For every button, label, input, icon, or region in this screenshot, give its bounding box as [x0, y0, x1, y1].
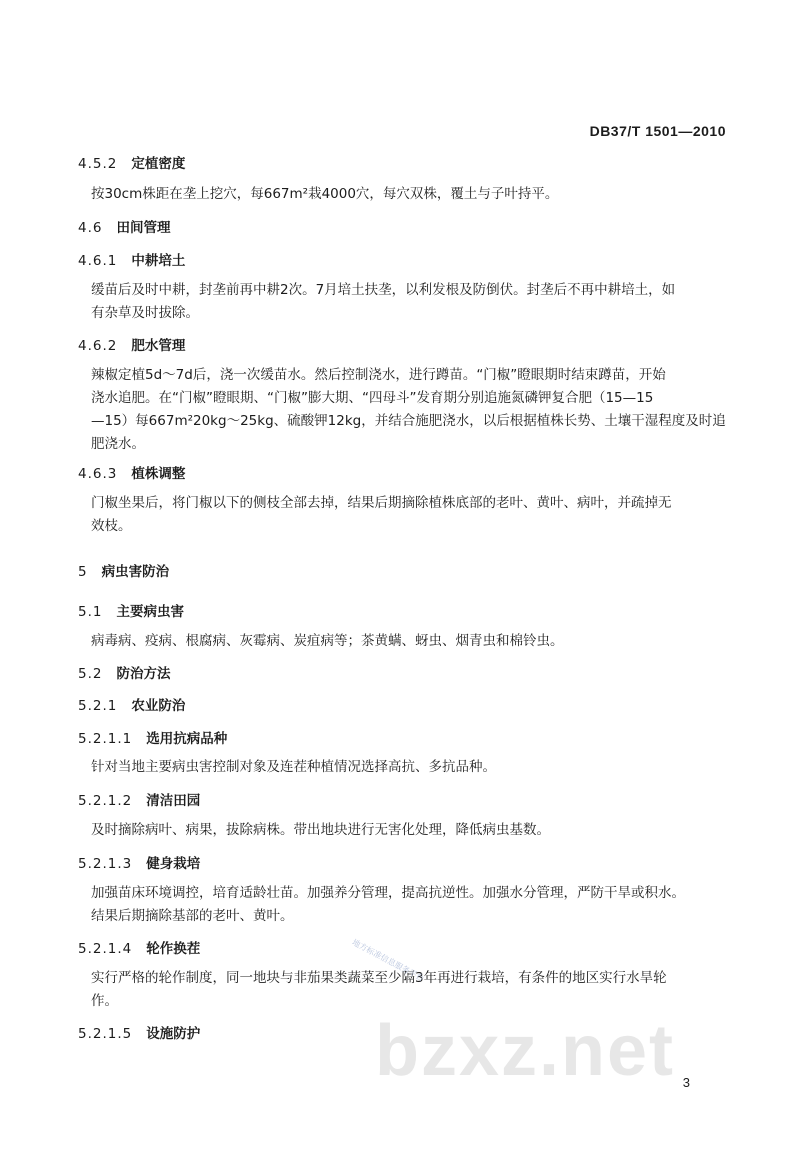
- paragraph-line: 作。: [91, 993, 118, 1009]
- section-title: 农业防治: [131, 698, 186, 714]
- section-heading: [78, 462, 185, 482]
- section-title: 清洁田园: [146, 793, 201, 809]
- section-heading: [78, 852, 200, 872]
- section-title: 主要病虫害: [116, 604, 184, 620]
- paragraph-line: 效枝。: [91, 518, 132, 534]
- paragraph: [91, 279, 721, 325]
- paragraph-line: 门椒坐果后，将门椒以下的侧枝全部去掉，结果后期摘除植株底部的老叶、黄叶、病叶，并疏掉无: [91, 495, 672, 511]
- section-heading: [78, 600, 184, 620]
- paragraph-line: 按30cm株距在垄上挖穴，每667m²栽4000穴，每穴双株，覆土与子叶持平。: [91, 186, 559, 202]
- section-heading: [78, 334, 185, 354]
- section-title: 病虫害防治: [101, 564, 170, 580]
- paragraph-line: 加强苗床环境调控，培育适龄壮苗。加强养分管理，提高抗逆性。加强水分管理，严防干旱或积水。: [91, 885, 685, 901]
- paragraph-line: 针对当地主要病虫害控制对象及连茬种植情况选择高抗、多抗品种。: [91, 759, 496, 775]
- paragraph-line: 辣椒定植5d～7d后，浇一次缓苗水。然后控制浇水，进行蹲苗。“门椒”瞪眼期时结束蹲苗，开始: [91, 367, 666, 383]
- section-heading: [78, 727, 227, 747]
- section-heading: [78, 789, 200, 809]
- paragraph-line: 结果后期摘除基部的老叶、黄叶。: [91, 908, 294, 924]
- section-number: 5.2.1.1: [78, 731, 133, 747]
- section-title: 田间管理: [116, 220, 171, 236]
- section-heading: [78, 694, 185, 714]
- page-number: 3: [682, 1075, 690, 1090]
- section-heading: [78, 662, 170, 682]
- paragraph: [91, 183, 721, 206]
- section-heading: [78, 216, 170, 236]
- section-heading: [78, 937, 200, 957]
- paragraph-line: 缓苗后及时中耕，封垄前再中耕2次。7月培土扶垄，以利发根及防倒伏。封垄后不再中耕培土，如: [91, 282, 676, 298]
- section-title: 防治方法: [116, 666, 171, 682]
- paragraph-line: 病毒病、疫病、根腐病、灰霉病、炭疽病等；茶黄螨、蚜虫、烟青虫和棉铃虫。: [91, 633, 564, 649]
- paragraph-line: 肥浇水。: [91, 436, 145, 452]
- section-heading: [78, 249, 185, 269]
- section-number: 4.6: [78, 220, 103, 236]
- section-title: 健身栽培: [146, 856, 201, 872]
- paragraph: [91, 882, 721, 928]
- watermark-logo: bzxz.net: [375, 1011, 676, 1091]
- section-number: 5: [78, 564, 88, 580]
- section-number: 5.2.1: [78, 698, 118, 714]
- section-number: 5.2.1.3: [78, 856, 133, 872]
- section-title: 选用抗病品种: [146, 731, 228, 747]
- section-title: 轮作换茬: [146, 941, 201, 957]
- section-title: 设施防护: [146, 1026, 201, 1042]
- section-title: 定植密度: [131, 156, 186, 172]
- section-number: 5.2: [78, 666, 103, 682]
- section-title: 肥水管理: [131, 338, 186, 354]
- section-number: 5.1: [78, 604, 103, 620]
- paragraph: [91, 630, 721, 653]
- paragraph: [91, 364, 726, 456]
- section-heading: [78, 560, 169, 580]
- section-number: 5.2.1.2: [78, 793, 133, 809]
- section-heading: [78, 152, 185, 172]
- paragraph-line: 浇水追肥。在“门椒”瞪眼期、“门椒”膨大期、“四母斗”发育期分别追施氮磷钾复合肥（15—15: [91, 390, 654, 406]
- section-number: 4.6.3: [78, 466, 118, 482]
- standard-code: DB37/T 1501—2010: [589, 123, 726, 139]
- paragraph-line: 有杂草及时拔除。: [91, 305, 199, 321]
- section-number: 4.5.2: [78, 156, 118, 172]
- section-number: 4.6.1: [78, 253, 118, 269]
- paragraph-line: —15）每667m²20kg～25kg、硫酸钾12kg，并结合施肥浇水，以后根据植株长势、土壤干湿程度及时追: [91, 413, 726, 429]
- paragraph-line: 实行严格的轮作制度，同一地块与非茄果类蔬菜至少隔3年再进行栽培，有条件的地区实行水旱轮: [91, 970, 667, 986]
- section-title: 中耕培土: [131, 253, 186, 269]
- section-title: 植株调整: [131, 466, 186, 482]
- paragraph: [91, 756, 721, 779]
- section-number: 5.2.1.4: [78, 941, 133, 957]
- section-number: 4.6.2: [78, 338, 118, 354]
- section-number: 5.2.1.5: [78, 1026, 133, 1042]
- paragraph: [91, 819, 721, 842]
- section-heading: [78, 1022, 200, 1042]
- watermark-stamp: 地方标准信息服务平台: [350, 937, 426, 984]
- paragraph: [91, 492, 721, 538]
- paragraph-line: 及时摘除病叶、病果，拔除病株。带出地块进行无害化处理，降低病虫基数。: [91, 822, 550, 838]
